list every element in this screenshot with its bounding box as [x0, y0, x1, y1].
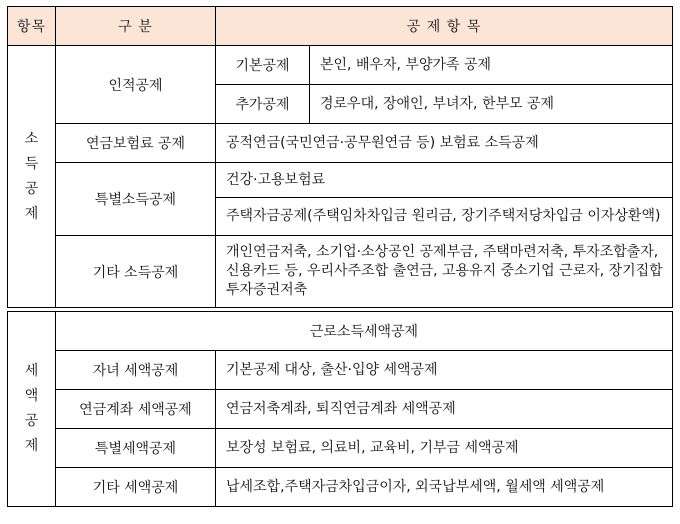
child-tax-credit: 자녀 세액공제	[56, 351, 216, 390]
other-tax-credit-detail: 납세조합,주택자금차입금이자, 외국납부세액, 월세액 세액공제	[216, 468, 673, 507]
deduction-table	[7, 6, 673, 308]
pension-account-detail: 연금저축계좌, 퇴직연금계좌 세액공제	[216, 390, 673, 429]
pension-deduction-detail: 공적연금(국민연금·공무원연금 등) 보험료 소득공제	[216, 124, 673, 163]
other-tax-credit: 기타 세액공제	[56, 468, 216, 507]
special-tax-credit: 특별세액공제	[56, 429, 216, 468]
pension-account-tax-credit: 연금계좌 세액공제	[56, 390, 216, 429]
special-income-deduction: 특별소득공제	[56, 163, 216, 236]
pension-deduction: 연금보험료 공제	[56, 124, 216, 163]
other-income-detail: 개인연금저축, 소기업·소상공인 공제부금, 주택마련저축, 투자조합출자, 신용카드 등, 우리사주조합 출연금, 고용유지 중소기업 근로자, 장기집합투자증권저축	[216, 236, 673, 308]
header-item: 항목	[8, 7, 56, 46]
special-income-detail-2: 주택자금공제(주택임차차입금 원리금, 장기주택저당차입금 이자상환액)	[216, 198, 673, 236]
tax-credit-label: 세 액 공 제	[8, 312, 56, 507]
child-tax-credit-detail: 기본공제 대상, 출산·입양 세액공제	[216, 351, 673, 390]
special-tax-credit-detail: 보장성 보험료, 의료비, 교육비, 기부금 세액공제	[216, 429, 673, 468]
additional-deduction-detail: 경로우대, 장애인, 부녀자, 한부모 공제	[310, 85, 673, 124]
header-category: 구 분	[56, 7, 216, 46]
earned-income-tax-credit: 근로소득세액공제	[56, 312, 673, 351]
other-income-deduction: 기타 소득공제	[56, 236, 216, 308]
income-deduction-label: 소 득 공 제	[8, 46, 56, 308]
special-income-detail-1: 건강·고용보험료	[216, 163, 673, 198]
basic-deduction-detail: 본인, 배우자, 부양가족 공제	[310, 46, 673, 85]
header-detail: 공 제 항 목	[216, 7, 673, 46]
tax-credit-table	[7, 311, 673, 507]
basic-deduction: 기본공제	[216, 46, 310, 85]
personal-deduction: 인적공제	[56, 46, 216, 124]
additional-deduction: 추가공제	[216, 85, 310, 124]
